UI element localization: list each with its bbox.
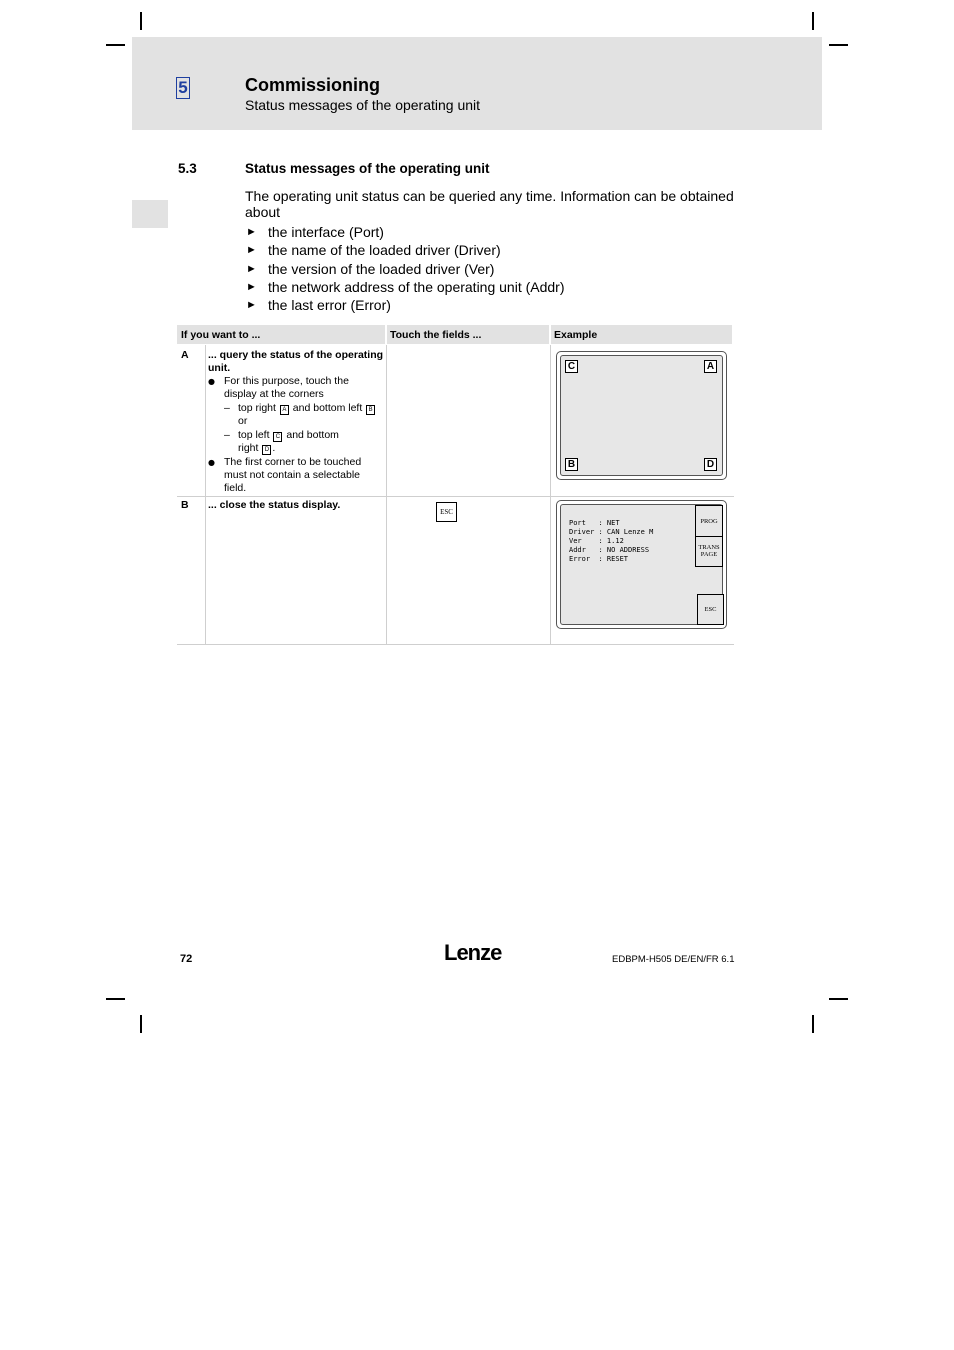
table-divider	[177, 496, 734, 497]
column-header-touch: Touch the fields ...	[390, 329, 482, 341]
chapter-number: 5	[176, 77, 190, 99]
header-band	[132, 37, 822, 130]
corner-field-a[interactable]: A	[704, 360, 717, 373]
crop-mark	[140, 1015, 142, 1033]
arrow-icon: ►	[246, 262, 257, 275]
corner-key-d: D	[262, 445, 271, 455]
arrow-icon: ►	[246, 226, 257, 238]
crop-mark	[812, 12, 814, 30]
list-item-text: the version of the loaded driver (Ver)	[268, 260, 495, 277]
esc-softkey[interactable]: ESC	[697, 594, 724, 625]
row-b-title: ... close the status display.	[208, 499, 341, 511]
corner-field-c[interactable]: C	[565, 360, 578, 373]
row-a-bullet2: The first corner to be touched must not contain a selectable field.	[224, 456, 362, 494]
table-divider	[386, 345, 387, 644]
corner-key-b: B	[366, 405, 375, 415]
row-a-title: ... query the status of the operating unit.	[208, 349, 384, 374]
corner-key-a: A	[280, 405, 289, 415]
status-line-error: Error : RESET	[569, 555, 629, 563]
list-item	[245, 242, 565, 260]
crop-mark	[829, 44, 848, 46]
row-label-a: A	[181, 349, 189, 361]
side-tab	[132, 200, 168, 228]
list-item-text: the network address of the operating unit (Addr)	[268, 278, 565, 295]
crop-mark	[106, 44, 125, 46]
list-item	[245, 224, 565, 242]
page-number: 72	[180, 953, 193, 965]
list-item-text: the last error (Error)	[268, 297, 391, 314]
section-number: 5.3	[178, 161, 197, 176]
trans-label: TRANS	[698, 544, 720, 551]
row-a-dash1	[238, 402, 386, 415]
crop-mark	[812, 1015, 814, 1033]
dash2-text: top left	[238, 429, 270, 441]
table-divider	[177, 644, 734, 645]
corner-field-d[interactable]: D	[704, 458, 717, 471]
arrow-icon: ►	[246, 299, 257, 312]
status-line-port: Port : NET	[569, 519, 620, 527]
dash: –	[224, 429, 230, 441]
list-item	[245, 279, 565, 297]
dash1-text: top right	[238, 402, 276, 414]
column-header-want: If you want to ...	[181, 329, 261, 341]
page-label: PAGE	[700, 551, 718, 558]
prog-softkey[interactable]: PROG	[695, 505, 723, 538]
bullet-dot: ●	[208, 377, 215, 386]
status-line-driver: Driver : CAN Lenze M	[569, 528, 654, 536]
bullet-dot: ●	[208, 458, 215, 467]
dash2-mid-text: and bottom	[286, 429, 339, 441]
table-divider	[205, 345, 206, 644]
chapter-title: Commissioning	[245, 75, 381, 95]
dash1-mid-text: and bottom left	[292, 402, 363, 414]
info-list	[245, 224, 565, 315]
crop-mark	[106, 998, 125, 1000]
arrow-icon: ►	[246, 244, 257, 257]
document-id: EDBPM-H505 DE/EN/FR 6.1	[612, 954, 735, 965]
column-header-example: Example	[554, 329, 598, 341]
section-intro: The operating unit status can be queried any time. Information can be obtained about	[245, 188, 734, 220]
list-item	[245, 297, 565, 315]
display-screen	[560, 355, 723, 476]
section-title: Status messages of the operating unit	[245, 161, 490, 176]
row-label-b: B	[181, 499, 189, 511]
row-a-bullet1: For this purpose, touch the display at the corners	[224, 375, 349, 400]
crop-mark	[140, 12, 142, 30]
lenze-logo: Lenze	[444, 940, 502, 965]
status-line-ver: Ver : 1.12	[569, 537, 624, 545]
trans-page-softkey[interactable]	[695, 536, 723, 567]
row-a-dash2: top left C and bottom right D .	[238, 429, 339, 454]
dash: –	[224, 402, 230, 414]
list-item	[245, 261, 565, 279]
esc-key[interactable]: ESC	[436, 502, 457, 522]
list-item-text: the interface (Port)	[268, 224, 384, 240]
list-item-text: the name of the loaded driver (Driver)	[268, 242, 501, 259]
corner-field-b[interactable]: B	[565, 458, 578, 471]
arrow-icon: ►	[246, 280, 257, 293]
crop-mark	[829, 998, 848, 1000]
chapter-subtitle: Status messages of the operating unit	[245, 97, 481, 113]
corner-key-c: C	[273, 432, 282, 442]
status-line-addr: Addr : NO ADDRESS	[569, 546, 650, 554]
table-divider	[550, 345, 551, 644]
row-a-or: or	[238, 415, 248, 427]
dash2-post-text: right	[238, 442, 259, 454]
